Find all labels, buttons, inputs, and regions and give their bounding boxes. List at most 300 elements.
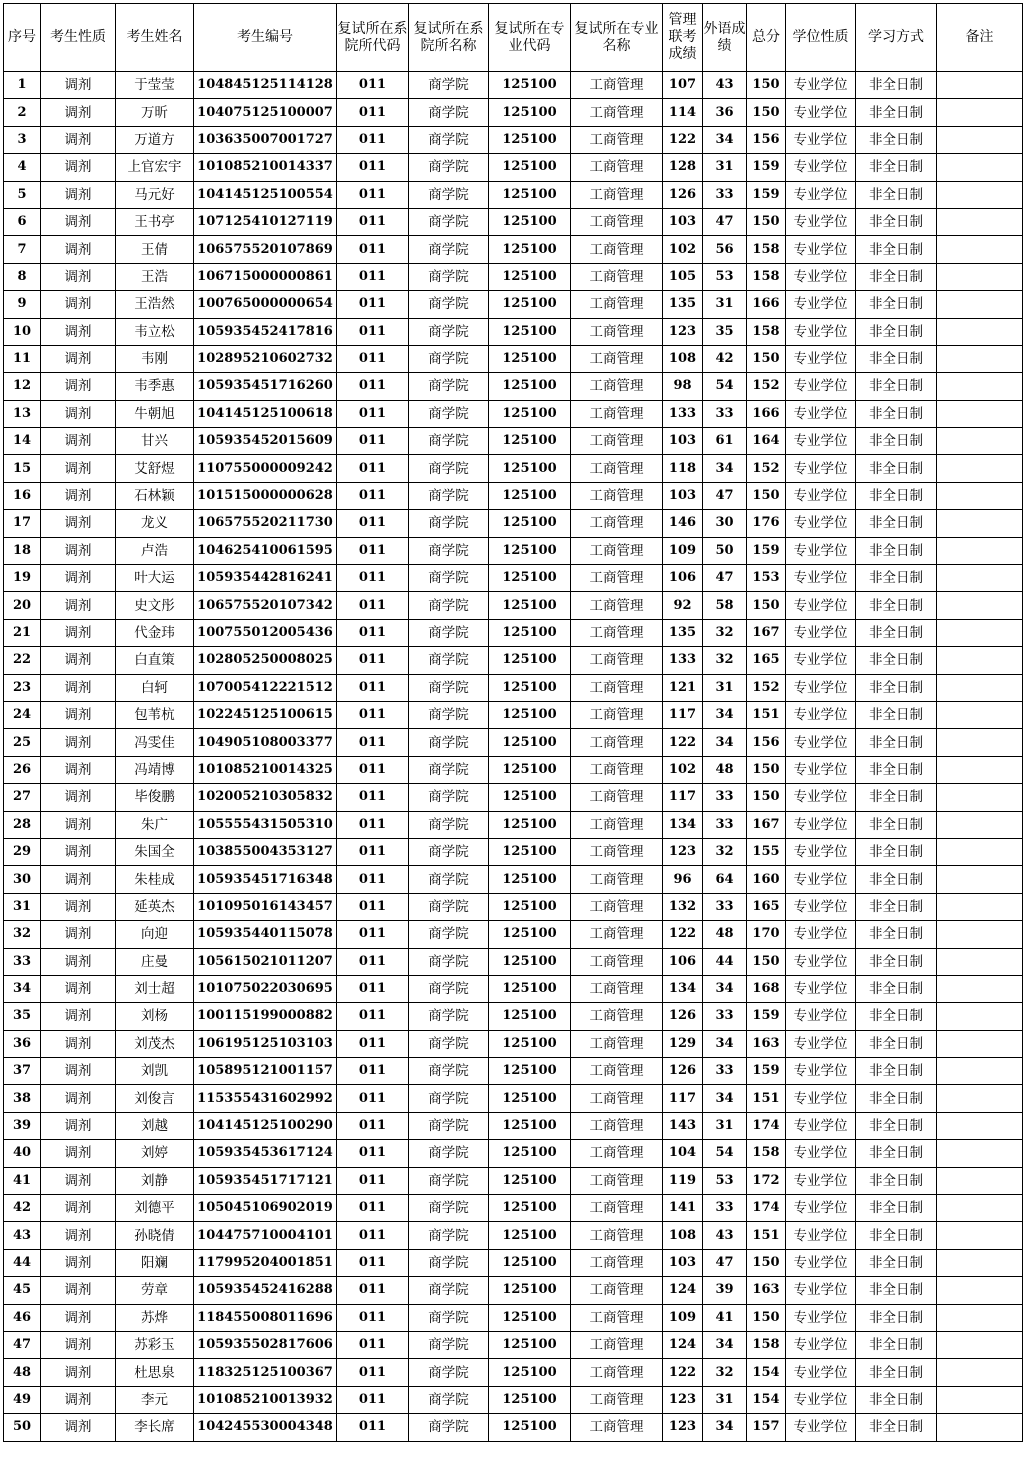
cell-note [937, 208, 1023, 235]
cell-major-code: 125100 [489, 154, 571, 181]
cell-dept-code: 011 [337, 1222, 409, 1249]
cell-lang-score: 34 [703, 126, 747, 153]
table-row [4, 1331, 1023, 1358]
cell-dept-name: 商学院 [409, 154, 489, 181]
cell-major-name: 工商管理 [571, 126, 663, 153]
table-row [4, 838, 1023, 865]
cell-name: 延英杰 [116, 893, 194, 920]
cell-major-code: 125100 [489, 99, 571, 126]
cell-name: 马元好 [116, 181, 194, 208]
cell-note [937, 866, 1023, 893]
cell-type: 调剂 [41, 1359, 116, 1386]
cell-id: 101085210014337 [194, 154, 337, 181]
cell-id: 103635007001727 [194, 126, 337, 153]
cell-name: 叶大运 [116, 565, 194, 592]
header-no: 序号 [4, 4, 41, 72]
cell-mode: 非全日制 [856, 1167, 937, 1194]
cell-mgmt-score: 133 [663, 400, 703, 427]
cell-id: 104145125100290 [194, 1112, 337, 1139]
cell-total: 165 [747, 893, 786, 920]
cell-dept-name: 商学院 [409, 1195, 489, 1222]
cell-type: 调剂 [41, 647, 116, 674]
cell-id: 101095016143457 [194, 893, 337, 920]
cell-major-name: 工商管理 [571, 263, 663, 290]
cell-dept-name: 商学院 [409, 1277, 489, 1304]
cell-note [937, 428, 1023, 455]
cell-dept-name: 商学院 [409, 373, 489, 400]
cell-mode: 非全日制 [856, 428, 937, 455]
cell-id: 105935451716348 [194, 866, 337, 893]
cell-dept-name: 商学院 [409, 1304, 489, 1331]
cell-note [937, 893, 1023, 920]
cell-dept-code: 011 [337, 866, 409, 893]
cell-dept-code: 011 [337, 154, 409, 181]
cell-total: 151 [747, 1222, 786, 1249]
cell-major-name: 工商管理 [571, 455, 663, 482]
cell-major-code: 125100 [489, 811, 571, 838]
cell-mgmt-score: 124 [663, 1277, 703, 1304]
cell-note [937, 565, 1023, 592]
cell-mgmt-score: 124 [663, 1331, 703, 1358]
cell-note [937, 784, 1023, 811]
table-row [4, 345, 1023, 372]
cell-major-name: 工商管理 [571, 592, 663, 619]
cell-dept-code: 011 [337, 921, 409, 948]
header-type: 考生性质 [41, 4, 116, 72]
header-total: 总分 [747, 4, 786, 72]
cell-dept-name: 商学院 [409, 811, 489, 838]
cell-lang-score: 47 [703, 482, 747, 509]
cell-no: 5 [4, 181, 41, 208]
cell-degree: 专业学位 [786, 1331, 856, 1358]
cell-note [937, 1386, 1023, 1413]
cell-major-code: 125100 [489, 1058, 571, 1085]
cell-type: 调剂 [41, 756, 116, 783]
cell-major-code: 125100 [489, 948, 571, 975]
cell-dept-code: 011 [337, 1414, 409, 1441]
cell-lang-score: 48 [703, 921, 747, 948]
cell-dept-code: 011 [337, 975, 409, 1002]
cell-mode: 非全日制 [856, 537, 937, 564]
cell-lang-score: 54 [703, 1140, 747, 1167]
cell-dept-name: 商学院 [409, 99, 489, 126]
cell-mode: 非全日制 [856, 181, 937, 208]
cell-degree: 专业学位 [786, 318, 856, 345]
cell-mgmt-score: 117 [663, 784, 703, 811]
table-row [4, 1112, 1023, 1139]
cell-degree: 专业学位 [786, 345, 856, 372]
cell-degree: 专业学位 [786, 921, 856, 948]
table-row [4, 1003, 1023, 1030]
cell-no: 3 [4, 126, 41, 153]
cell-dept-code: 011 [337, 1167, 409, 1194]
cell-dept-name: 商学院 [409, 1222, 489, 1249]
cell-id: 106575520107342 [194, 592, 337, 619]
cell-mgmt-score: 92 [663, 592, 703, 619]
cell-degree: 专业学位 [786, 674, 856, 701]
cell-dept-name: 商学院 [409, 756, 489, 783]
cell-mode: 非全日制 [856, 921, 937, 948]
cell-dept-name: 商学院 [409, 1003, 489, 1030]
cell-id: 104145125100554 [194, 181, 337, 208]
cell-major-code: 125100 [489, 1085, 571, 1112]
cell-lang-score: 31 [703, 1386, 747, 1413]
cell-no: 43 [4, 1222, 41, 1249]
cell-name: 甘兴 [116, 428, 194, 455]
cell-mode: 非全日制 [856, 838, 937, 865]
cell-dept-name: 商学院 [409, 948, 489, 975]
cell-major-name: 工商管理 [571, 345, 663, 372]
cell-major-code: 125100 [489, 701, 571, 728]
cell-mgmt-score: 117 [663, 1085, 703, 1112]
cell-id: 103855004353127 [194, 838, 337, 865]
table-row [4, 701, 1023, 728]
cell-no: 4 [4, 154, 41, 181]
cell-major-code: 125100 [489, 1304, 571, 1331]
cell-major-name: 工商管理 [571, 373, 663, 400]
cell-lang-score: 58 [703, 592, 747, 619]
cell-no: 50 [4, 1414, 41, 1441]
table-row [4, 756, 1023, 783]
cell-note [937, 1249, 1023, 1276]
cell-total: 159 [747, 181, 786, 208]
cell-id: 104075125100007 [194, 99, 337, 126]
cell-total: 150 [747, 948, 786, 975]
cell-dept-code: 011 [337, 1085, 409, 1112]
cell-note [937, 1003, 1023, 1030]
cell-id: 100755012005436 [194, 619, 337, 646]
cell-mgmt-score: 134 [663, 975, 703, 1002]
cell-id: 105045106902019 [194, 1195, 337, 1222]
table-row [4, 455, 1023, 482]
cell-id: 105935502817606 [194, 1331, 337, 1358]
cell-major-code: 125100 [489, 975, 571, 1002]
cell-dept-code: 011 [337, 948, 409, 975]
cell-degree: 专业学位 [786, 866, 856, 893]
cell-mgmt-score: 126 [663, 1003, 703, 1030]
cell-degree: 专业学位 [786, 263, 856, 290]
cell-type: 调剂 [41, 701, 116, 728]
table-row [4, 428, 1023, 455]
cell-degree: 专业学位 [786, 1222, 856, 1249]
table-row [4, 236, 1023, 263]
cell-major-name: 工商管理 [571, 537, 663, 564]
cell-note [937, 400, 1023, 427]
cell-id: 106715000000861 [194, 263, 337, 290]
cell-note [937, 1277, 1023, 1304]
cell-name: 孙晓倩 [116, 1222, 194, 1249]
cell-degree: 专业学位 [786, 784, 856, 811]
cell-no: 6 [4, 208, 41, 235]
cell-name: 刘婷 [116, 1140, 194, 1167]
cell-id: 106195125103103 [194, 1030, 337, 1057]
cell-note [937, 537, 1023, 564]
cell-lang-score: 41 [703, 1304, 747, 1331]
cell-id: 117995204001851 [194, 1249, 337, 1276]
cell-major-code: 125100 [489, 1222, 571, 1249]
cell-major-code: 125100 [489, 1359, 571, 1386]
cell-dept-code: 011 [337, 674, 409, 701]
cell-dept-code: 011 [337, 1277, 409, 1304]
cell-major-code: 125100 [489, 208, 571, 235]
cell-total: 159 [747, 1058, 786, 1085]
cell-mode: 非全日制 [856, 291, 937, 318]
cell-name: 冯雯佳 [116, 729, 194, 756]
cell-total: 150 [747, 482, 786, 509]
cell-total: 165 [747, 647, 786, 674]
cell-lang-score: 33 [703, 1003, 747, 1030]
cell-no: 36 [4, 1030, 41, 1057]
cell-id: 106575520107869 [194, 236, 337, 263]
cell-no: 24 [4, 701, 41, 728]
cell-major-name: 工商管理 [571, 510, 663, 537]
cell-id: 101085210014325 [194, 756, 337, 783]
cell-lang-score: 48 [703, 756, 747, 783]
cell-mgmt-score: 123 [663, 1414, 703, 1441]
cell-no: 13 [4, 400, 41, 427]
cell-id: 105935452015609 [194, 428, 337, 455]
cell-type: 调剂 [41, 1003, 116, 1030]
cell-name: 刘静 [116, 1167, 194, 1194]
cell-mgmt-score: 109 [663, 1304, 703, 1331]
table-row [4, 208, 1023, 235]
table-row [4, 647, 1023, 674]
cell-total: 158 [747, 263, 786, 290]
cell-no: 2 [4, 99, 41, 126]
cell-degree: 专业学位 [786, 1195, 856, 1222]
table-row [4, 537, 1023, 564]
cell-degree: 专业学位 [786, 455, 856, 482]
cell-total: 159 [747, 537, 786, 564]
cell-mgmt-score: 135 [663, 619, 703, 646]
cell-id: 105895121001157 [194, 1058, 337, 1085]
cell-no: 25 [4, 729, 41, 756]
cell-lang-score: 34 [703, 729, 747, 756]
cell-name: 苏烨 [116, 1304, 194, 1331]
cell-dept-name: 商学院 [409, 647, 489, 674]
cell-name: 王浩然 [116, 291, 194, 318]
table-row [4, 126, 1023, 153]
cell-mgmt-score: 106 [663, 565, 703, 592]
cell-mode: 非全日制 [856, 592, 937, 619]
cell-note [937, 1167, 1023, 1194]
cell-note [937, 1085, 1023, 1112]
cell-name: 刘越 [116, 1112, 194, 1139]
table-row [4, 784, 1023, 811]
cell-mgmt-score: 119 [663, 1167, 703, 1194]
cell-type: 调剂 [41, 565, 116, 592]
cell-no: 30 [4, 866, 41, 893]
cell-name: 阳斓 [116, 1249, 194, 1276]
header-mode: 学习方式 [856, 4, 937, 72]
cell-mode: 非全日制 [856, 784, 937, 811]
cell-no: 46 [4, 1304, 41, 1331]
cell-dept-name: 商学院 [409, 1414, 489, 1441]
cell-dept-name: 商学院 [409, 263, 489, 290]
cell-mgmt-score: 103 [663, 208, 703, 235]
cell-degree: 专业学位 [786, 948, 856, 975]
cell-total: 166 [747, 291, 786, 318]
cell-total: 154 [747, 1386, 786, 1413]
cell-id: 110755000009242 [194, 455, 337, 482]
cell-dept-code: 011 [337, 208, 409, 235]
cell-name: 万道方 [116, 126, 194, 153]
table-row [4, 1140, 1023, 1167]
cell-major-code: 125100 [489, 291, 571, 318]
cell-mode: 非全日制 [856, 1386, 937, 1413]
cell-major-name: 工商管理 [571, 99, 663, 126]
cell-type: 调剂 [41, 674, 116, 701]
cell-degree: 专业学位 [786, 72, 856, 99]
cell-degree: 专业学位 [786, 1112, 856, 1139]
cell-type: 调剂 [41, 291, 116, 318]
cell-total: 152 [747, 455, 786, 482]
cell-note [937, 1058, 1023, 1085]
cell-major-name: 工商管理 [571, 1386, 663, 1413]
cell-mgmt-score: 109 [663, 537, 703, 564]
cell-name: 冯靖博 [116, 756, 194, 783]
cell-degree: 专业学位 [786, 1030, 856, 1057]
cell-dept-name: 商学院 [409, 318, 489, 345]
cell-dept-name: 商学院 [409, 72, 489, 99]
cell-dept-name: 商学院 [409, 729, 489, 756]
cell-major-code: 125100 [489, 729, 571, 756]
cell-degree: 专业学位 [786, 619, 856, 646]
table-row [4, 1277, 1023, 1304]
cell-lang-score: 34 [703, 455, 747, 482]
cell-dept-code: 011 [337, 236, 409, 263]
cell-no: 29 [4, 838, 41, 865]
cell-mode: 非全日制 [856, 208, 937, 235]
cell-mgmt-score: 96 [663, 866, 703, 893]
cell-mgmt-score: 122 [663, 729, 703, 756]
cell-dept-code: 011 [337, 1304, 409, 1331]
cell-name: 刘德平 [116, 1195, 194, 1222]
cell-type: 调剂 [41, 1140, 116, 1167]
cell-dept-name: 商学院 [409, 1030, 489, 1057]
cell-type: 调剂 [41, 838, 116, 865]
cell-mode: 非全日制 [856, 1304, 937, 1331]
cell-no: 26 [4, 756, 41, 783]
cell-mode: 非全日制 [856, 1195, 937, 1222]
cell-degree: 专业学位 [786, 373, 856, 400]
cell-mgmt-score: 143 [663, 1112, 703, 1139]
cell-dept-name: 商学院 [409, 236, 489, 263]
cell-major-code: 125100 [489, 893, 571, 920]
cell-major-name: 工商管理 [571, 1304, 663, 1331]
cell-lang-score: 53 [703, 1167, 747, 1194]
cell-major-code: 125100 [489, 455, 571, 482]
cell-id: 101515000000628 [194, 482, 337, 509]
cell-id: 101075022030695 [194, 975, 337, 1002]
cell-name: 刘茂杰 [116, 1030, 194, 1057]
table-row [4, 510, 1023, 537]
cell-no: 33 [4, 948, 41, 975]
cell-mode: 非全日制 [856, 318, 937, 345]
cell-name: 史文彤 [116, 592, 194, 619]
table-row [4, 1359, 1023, 1386]
cell-mgmt-score: 102 [663, 756, 703, 783]
cell-dept-name: 商学院 [409, 482, 489, 509]
cell-mgmt-score: 133 [663, 647, 703, 674]
cell-note [937, 345, 1023, 372]
cell-note [937, 1140, 1023, 1167]
cell-dept-name: 商学院 [409, 455, 489, 482]
cell-name: 王倩 [116, 236, 194, 263]
table-row [4, 619, 1023, 646]
cell-name: 刘凯 [116, 1058, 194, 1085]
cell-no: 40 [4, 1140, 41, 1167]
cell-id: 104845125114128 [194, 72, 337, 99]
cell-type: 调剂 [41, 1277, 116, 1304]
cell-mode: 非全日制 [856, 565, 937, 592]
cell-dept-code: 011 [337, 99, 409, 126]
cell-major-code: 125100 [489, 1112, 571, 1139]
cell-mode: 非全日制 [856, 811, 937, 838]
cell-no: 45 [4, 1277, 41, 1304]
cell-name: 刘杨 [116, 1003, 194, 1030]
table-row [4, 1222, 1023, 1249]
cell-no: 15 [4, 455, 41, 482]
cell-name: 龙义 [116, 510, 194, 537]
cell-degree: 专业学位 [786, 975, 856, 1002]
cell-major-code: 125100 [489, 482, 571, 509]
cell-id: 102895210602732 [194, 345, 337, 372]
cell-degree: 专业学位 [786, 510, 856, 537]
cell-mode: 非全日制 [856, 674, 937, 701]
cell-dept-name: 商学院 [409, 208, 489, 235]
cell-dept-code: 011 [337, 565, 409, 592]
cell-name: 李长席 [116, 1414, 194, 1441]
header-dept-code: 复试所在系院所代码 [337, 4, 409, 72]
cell-lang-score: 34 [703, 1331, 747, 1358]
cell-total: 168 [747, 975, 786, 1002]
cell-major-code: 125100 [489, 510, 571, 537]
cell-type: 调剂 [41, 428, 116, 455]
cell-type: 调剂 [41, 729, 116, 756]
table-row [4, 948, 1023, 975]
cell-mode: 非全日制 [856, 647, 937, 674]
cell-total: 155 [747, 838, 786, 865]
cell-dept-code: 011 [337, 647, 409, 674]
cell-name: 向迎 [116, 921, 194, 948]
cell-degree: 专业学位 [786, 1359, 856, 1386]
cell-name: 王浩 [116, 263, 194, 290]
cell-type: 调剂 [41, 1030, 116, 1057]
cell-lang-score: 35 [703, 318, 747, 345]
cell-major-code: 125100 [489, 838, 571, 865]
cell-major-name: 工商管理 [571, 1167, 663, 1194]
cell-mgmt-score: 135 [663, 291, 703, 318]
admission-table [3, 3, 1023, 1442]
cell-lang-score: 50 [703, 537, 747, 564]
cell-note [937, 1414, 1023, 1441]
cell-mgmt-score: 122 [663, 1359, 703, 1386]
cell-major-name: 工商管理 [571, 756, 663, 783]
cell-total: 154 [747, 1359, 786, 1386]
cell-id: 104905108003377 [194, 729, 337, 756]
cell-degree: 专业学位 [786, 647, 856, 674]
cell-lang-score: 47 [703, 208, 747, 235]
cell-type: 调剂 [41, 345, 116, 372]
cell-degree: 专业学位 [786, 236, 856, 263]
cell-major-code: 125100 [489, 921, 571, 948]
cell-dept-name: 商学院 [409, 291, 489, 318]
cell-degree: 专业学位 [786, 428, 856, 455]
cell-id: 105935451716260 [194, 373, 337, 400]
cell-note [937, 482, 1023, 509]
cell-lang-score: 61 [703, 428, 747, 455]
